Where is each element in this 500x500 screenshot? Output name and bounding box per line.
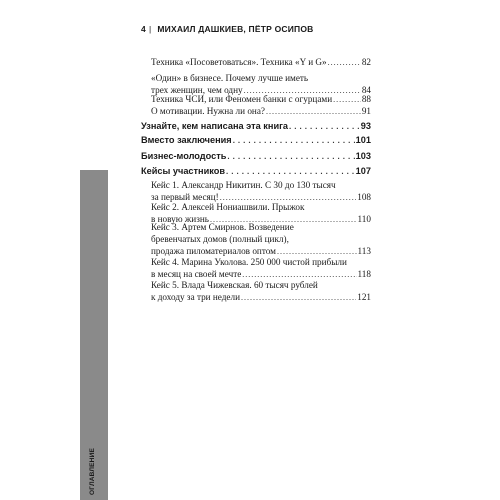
toc-entry-title: за первый месяц!	[151, 192, 219, 202]
toc-entry[interactable]	[151, 56, 371, 68]
toc-section-title: Вместо заключения	[141, 135, 232, 145]
toc-page-number: 93	[360, 121, 371, 131]
running-header	[141, 22, 411, 36]
toc-entry-title: трех женщин, чем одну	[151, 85, 243, 95]
toc-entry-title: Кейс 1. Александр Никитин. С 30 до 130 тысяч	[151, 180, 336, 190]
header-authors: МИХАИЛ ДАШКИЕВ, ПЁТР ОСИПОВ	[157, 24, 314, 34]
toc-entry-title: «Один» в бизнесе. Почему лучше иметь	[151, 73, 309, 83]
toc-entry-title: Кейс 3. Артем Смирнов. Возведение	[151, 222, 294, 232]
toc-page-number: 88	[361, 94, 371, 104]
toc-page-number: 118	[357, 269, 371, 279]
toc-entry-title: продажа пиломатериалов оптом	[151, 246, 276, 256]
toc-entry-title: к доходу за три недели	[151, 292, 241, 302]
toc-page-number: 84	[361, 85, 371, 95]
toc-section-title: Кейсы участников	[141, 166, 225, 176]
toc-entry-title: О мотивации. Нужна ли она?	[151, 106, 265, 116]
toc-section[interactable]	[141, 150, 371, 163]
toc-entry-title: Техника ЧСИ, или Феномен банки с огурцами	[151, 94, 333, 104]
toc-entry-title: бревенчатых домов (полный цикл),	[151, 234, 289, 244]
toc-entry-title: в новую жизнь	[151, 214, 209, 224]
toc-section-title: Бизнес-молодость	[141, 151, 227, 161]
toc-page-number: 82	[361, 57, 371, 67]
toc-page-number: 107	[355, 166, 371, 176]
toc-case-entry[interactable]	[151, 221, 371, 257]
toc-entry-title: Кейс 5. Влада Чижевская. 60 тысяч рублей	[151, 280, 318, 290]
toc-entry-title: Кейс 4. Марина Уколова. 250 000 чистой прибыли	[151, 257, 347, 267]
toc-case-entry[interactable]	[151, 179, 371, 203]
toc-entry[interactable]	[151, 105, 371, 117]
toc-entry-title: Кейс 2. Алексей Нониашвили. Прыжок	[151, 202, 305, 212]
toc-section[interactable]	[141, 165, 371, 178]
header-separator: |	[148, 24, 152, 34]
toc-section-title: Узнайте, кем написана эта книга	[141, 121, 289, 131]
toc-page-number: 101	[355, 135, 371, 145]
toc-entry-title: в месяц на своей мечте	[151, 269, 242, 279]
toc-section[interactable]	[141, 120, 371, 133]
toc-page-number: 121	[357, 292, 371, 302]
toc-page-number: 91	[361, 106, 371, 116]
page-number: 4	[141, 24, 146, 34]
toc-section[interactable]	[141, 134, 371, 147]
toc-case-entry[interactable]	[151, 279, 371, 303]
toc-page-number: 113	[357, 246, 371, 256]
toc-page-number: 103	[355, 151, 371, 161]
toc-case-entry[interactable]	[151, 256, 371, 280]
section-tab-label: ОГЛАВЛЕНИЕ	[88, 447, 96, 495]
toc-entry[interactable]	[151, 93, 371, 105]
toc-page-number: 108	[357, 192, 371, 202]
toc-page-number: 110	[357, 214, 371, 224]
toc-entry-title: Техника «Посоветоваться». Техника «Y и G»	[151, 57, 327, 67]
